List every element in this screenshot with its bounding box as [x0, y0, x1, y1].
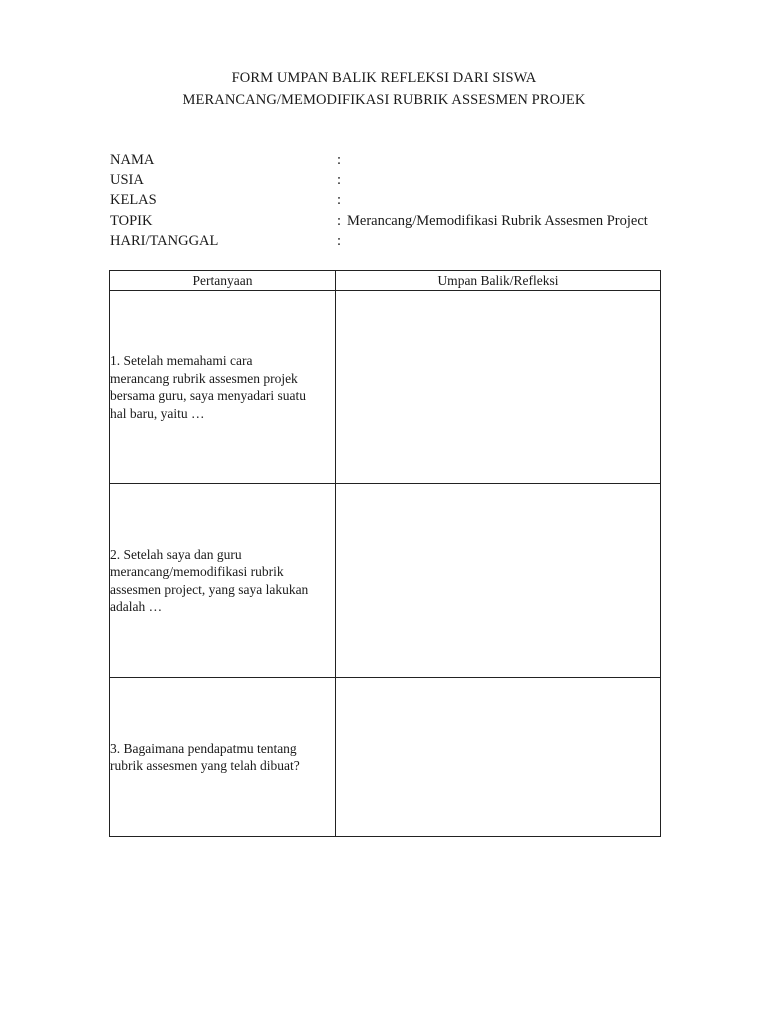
info-row-hari-tanggal [110, 231, 670, 251]
question-cell [110, 484, 336, 678]
question-cell [110, 678, 336, 837]
info-colon: : [337, 192, 342, 209]
answer-cell[interactable] [336, 678, 661, 837]
student-info-section [110, 150, 670, 251]
info-colon: : [337, 212, 342, 229]
info-label-usia: USIA [110, 172, 144, 189]
table-row [110, 484, 661, 678]
info-colon: : [337, 172, 342, 189]
header-umpan-balik: Umpan Balik/Refleksi [336, 271, 661, 291]
question-text: 3. Bagaimana pendapatmu tentang rubrik assesmen yang telah dibuat? [110, 740, 300, 773]
form-subtitle: MERANCANG/MEMODIFIKASI RUBRIK ASSESMEN PROJEK [182, 92, 586, 108]
info-label-hari-tanggal: HARI/TANGGAL [110, 232, 219, 249]
info-value-topik: Merancang/Memodifikasi Rubrik Assesmen Project [347, 212, 648, 229]
answer-cell[interactable] [336, 484, 661, 678]
question-text: 2. Setelah saya dan guru merancang/memodifikasi rubrik assesmen project, yang saya lakukan adalah … [110, 546, 309, 614]
info-row-nama [110, 150, 670, 170]
table-header-row [110, 271, 661, 291]
info-label-nama: NAMA [110, 152, 155, 168]
info-colon: : [337, 152, 342, 168]
form-title: FORM UMPAN BALIK REFLEKSI DARI SISWA [231, 70, 537, 86]
info-row-usia [110, 170, 670, 190]
question-text: 1. Setelah memahami cara merancang rubrik assesmen projek bersama guru, saya menyadari suatu hal baru, yaitu … [110, 353, 307, 421]
info-label-kelas: KELAS [110, 192, 157, 209]
table-row [110, 678, 661, 837]
table-row [110, 291, 661, 484]
info-colon: : [337, 232, 342, 249]
info-row-kelas [110, 190, 670, 210]
info-label-topik: TOPIK [110, 212, 153, 229]
answer-cell[interactable] [336, 291, 661, 484]
info-row-topik [110, 211, 670, 231]
header-pertanyaan: Pertanyaan [110, 271, 336, 291]
reflection-table [109, 270, 661, 837]
question-cell [110, 291, 336, 484]
